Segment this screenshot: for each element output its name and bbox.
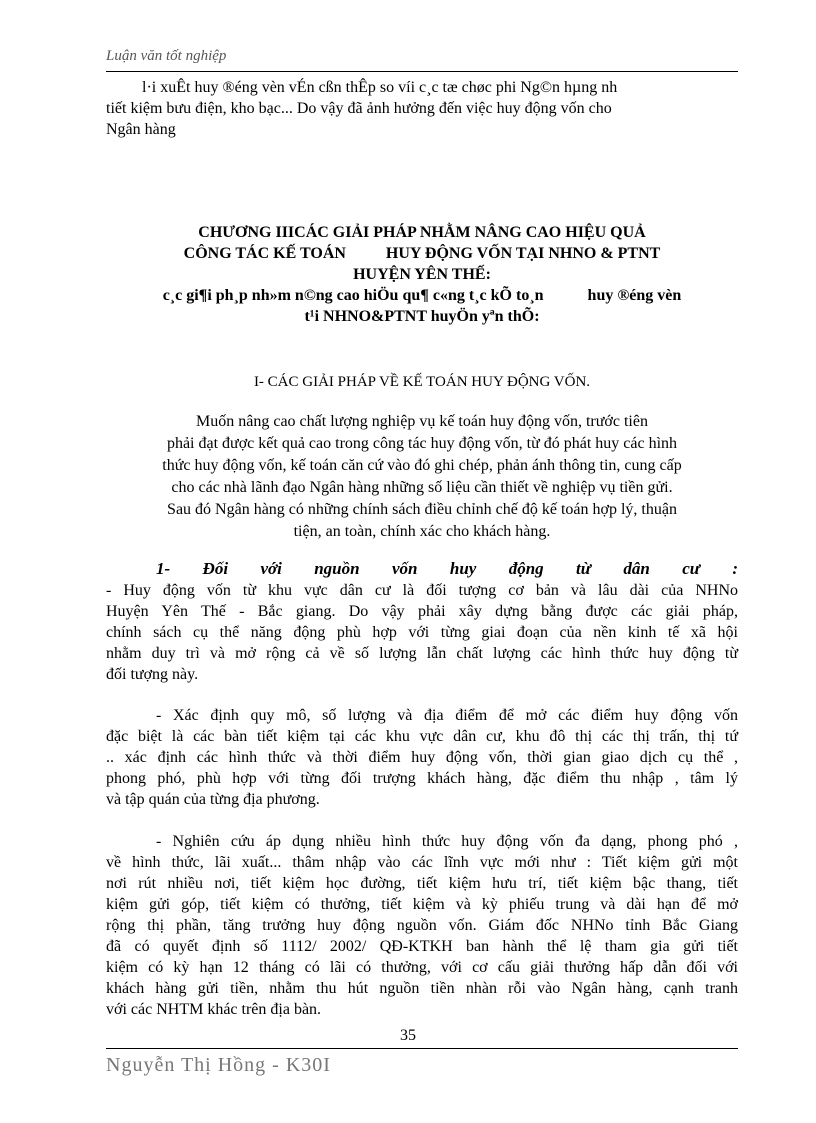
para1-line: nhằm duy trì và mở rộng cả về số lượng lẫn chất lượng các hình thức huy động từ <box>106 645 738 662</box>
para2-line: phong phó, phù hợp với từng đối trượng khách hàng, đặc điểm thu nhập , tâm lý <box>106 770 738 787</box>
centered-line: phải đạt được kết quả cao trong công tác huy động vốn, từ đó phát huy các hình <box>166 435 678 452</box>
intro-line: Ngân hàng <box>106 121 176 138</box>
chapter-title-line: CÔNG TÁC KẾ TOÁN HUY ĐỘNG VỐN TẠI NHNO & PTNT <box>183 245 661 262</box>
intro-line: l·i xuÊt huy ®éng vèn vÉn cßn thÊp so víi c¸c tæ chøc phi Ng©n hµng nh <box>142 79 618 96</box>
footer-author: Nguyễn Thị Hồng - K30I <box>106 1054 331 1076</box>
centered-line: thức huy động vốn, kế toán căn cứ vào đó ghi chép, phản ánh thông tin, cung cấp <box>162 457 682 474</box>
section-heading: I- CÁC GIẢI PHÁP VỀ KẾ TOÁN HUY ĐỘNG VỐN. <box>253 374 591 390</box>
para2-line: và tập quán của từng địa phương. <box>106 791 320 808</box>
para3-line: rộng thị phần, tăng trưởng huy động nguồn vốn. Giám đốc NHNo tỉnh Bắc Giang <box>106 917 738 934</box>
para3-line: nơi rút nhiều nơi, tiết kiệm học đường, tiết kiệm hưu trí, tiết kiệm bậc thang, tiết <box>106 875 738 892</box>
centered-line: Sau đó Ngân hàng có những chính sách điều chỉnh chế độ kế toán hợp lý, thuận <box>167 501 677 518</box>
paragraph-1 <box>106 580 738 685</box>
centered-paragraph <box>106 411 738 543</box>
para3-line: về hình thức, lãi xuất... thâm nhập vào các lĩnh vực mới như : Tiết kiệm gửi một <box>106 854 738 871</box>
header-rule <box>106 71 738 72</box>
para1-line: đối tượng này. <box>106 666 199 683</box>
subsection-heading: 1- Đối với nguồn vốn huy động từ dân cư : <box>156 559 738 578</box>
para3-line: - Nghiên cứu áp dụng nhiều hình thức huy động vốn đa dạng, phong phó , <box>156 833 738 850</box>
chapter-garbled-line: t¹i NHNO&PTNT huyÖn yªn thÕ: <box>304 308 540 325</box>
chapter-title-line: HUYỆN YÊN THẾ: <box>353 266 491 283</box>
para3-line: khách hàng gửi tiền, nhằm thu hút nguồn tiền nhàn rỗi vào Ngân hàng, cạnh tranh <box>106 980 738 997</box>
paragraph-3 <box>106 831 738 1020</box>
chapter-garbled-line: c¸c gi¶i ph¸p nh»m n©ng cao hiÖu qu¶ c«ng t¸c kÕ to¸n huy ®éng vèn <box>162 287 682 304</box>
para2-line: - Xác định quy mô, số lượng và địa điểm để mở các điểm huy động vốn <box>156 707 738 724</box>
centered-line: tiện, an toàn, chính xác cho khách hàng. <box>293 523 551 540</box>
chapter-title-line: CHƯƠNG IIICÁC GIẢI PHÁP NHẰM NÂNG CAO HIỆU QUẢ <box>198 224 646 241</box>
para3-line: kiệm có kỳ hạn 12 tháng có lãi có thưởng, với cơ cấu giải thưởng hấp dẫn đối với <box>106 959 738 976</box>
para2-line: .. xác định các hình thức và thời điểm huy động vốn, thời gian giao dịch cụ thể , <box>106 749 738 766</box>
para3-line: đã có quyết định số 1112/ 2002/ QĐ-KTKH ban hành thể lệ tham gia gửi tiết <box>106 938 738 955</box>
intro-line: tiết kiệm bưu điện, kho bạc... Do vậy đã ảnh hưởng đến việc huy động vốn cho <box>106 100 612 117</box>
intro-paragraph <box>106 77 738 140</box>
page-number: 35 <box>400 1027 416 1044</box>
paragraph-2 <box>106 705 738 810</box>
para1-line: chính sách cụ thể năng động phù hợp với từng giai đoạn của nền kinh tế xã hội <box>106 624 738 641</box>
para3-line: kiệm gửi góp, tiết kiệm có thưởng, tiết kiệm và kỳ phiếu trung và dài hạn để mở <box>106 896 738 913</box>
chapter-title <box>106 222 738 327</box>
para3-line: với các NHTM khác trên địa bàn. <box>106 1001 322 1018</box>
centered-line: cho các nhà lãnh đạo Ngân hàng những số liệu cần thiết về nghiệp vụ tiền gửi. <box>171 479 673 496</box>
para2-line: đặc biệt là các bàn tiết kiệm tại các khu vực dân cư, khu đô thị các thị trấn, thị tứ <box>106 728 738 745</box>
para1-line: Huyện Yên Thế - Bắc giang. Do vậy phải xây dựng bằng được các giải pháp, <box>106 603 738 620</box>
footer-rule <box>106 1048 738 1049</box>
running-header: Luận văn tốt nghiệp <box>106 48 227 64</box>
centered-line: Muốn nâng cao chất lượng nghiệp vụ kế toán huy động vốn, trước tiên <box>196 413 648 430</box>
para1-line: - Huy động vốn từ khu vực dân cư là đối tượng cơ bản và lâu dài của NHNo <box>106 582 738 599</box>
